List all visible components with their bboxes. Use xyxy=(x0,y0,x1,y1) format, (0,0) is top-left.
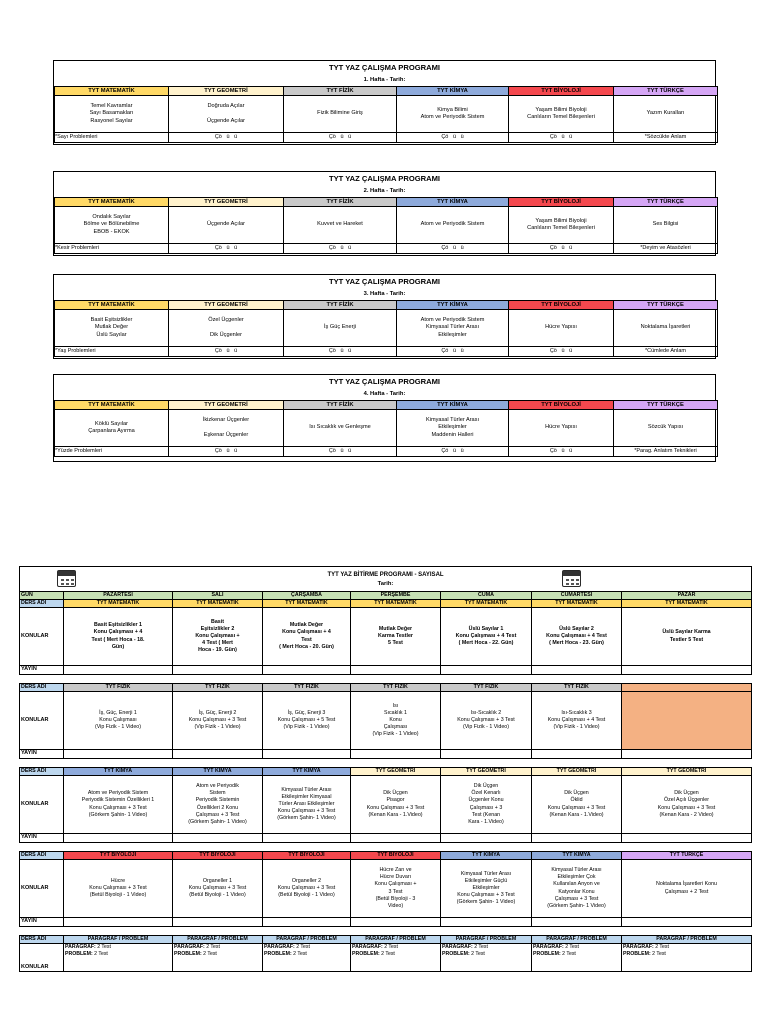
subject-header: TYT TÜRKÇE xyxy=(614,301,718,310)
footer-cell: Çö ü ü xyxy=(397,447,509,457)
paragraf-problem-cell xyxy=(263,944,351,972)
subject-header: TYT KİMYA xyxy=(397,198,509,207)
problem-value: 2 Test xyxy=(94,951,108,958)
footer-cell: *Yüzde Problemleri xyxy=(55,447,169,457)
lesson-cell: İş, Güç, Enerji 2 Konu Çalışması + 3 Test (Vip Fizik - 1 Video) xyxy=(173,692,263,750)
subject-header: TYT KİMYA xyxy=(397,87,509,96)
footer-cell: Çö ü ü xyxy=(397,133,509,143)
footer-cell: Çö ü ü xyxy=(169,133,284,143)
problem-line xyxy=(352,951,439,958)
lesson-cell: Hücre Konu Çalışması + 3 Test (Betül Biyoloji - 1 Video) xyxy=(64,860,173,918)
footer-cell: *Kesir Problemleri xyxy=(55,244,169,254)
paragraf-label: PARAGRAF: xyxy=(352,944,383,950)
problem-label: PROBLEM: xyxy=(65,951,93,958)
subject-header: TYT GEOMETRİ xyxy=(351,768,441,776)
subject-header: TYT KİMYA xyxy=(532,852,622,860)
subject-header: TYT KİMYA xyxy=(397,401,509,410)
subject-header: TYT TÜRKÇE xyxy=(622,852,752,860)
topic-cell: Üçgende Açılar xyxy=(169,207,284,244)
topic-cell: Isı Sıcaklık ve Genleşme xyxy=(284,410,397,447)
day-label: GÜN xyxy=(20,592,64,600)
paragraf-value: 2 Test xyxy=(384,944,398,950)
footer-cell: Çö ü ü xyxy=(509,347,614,357)
topic-cell: Köklü Sayılar Çarpanlara Ayırma xyxy=(55,410,169,447)
problem-value: 2 Test xyxy=(562,951,576,958)
week-subtitle: 1. Hafta - Tarih: xyxy=(363,77,406,83)
topic-cell: Atom ve Periyodik Sistem xyxy=(397,207,509,244)
topic-cell: Basit Eşitsizlikler Mutlak Değer Üslü Sayılar xyxy=(55,310,169,347)
yayin-label: YAYIN xyxy=(20,834,64,843)
topic-cell: Fizik Bilimine Giriş xyxy=(284,96,397,133)
problem-value: 2 Test xyxy=(471,951,485,958)
yayin-cell xyxy=(173,918,263,927)
subject-header: TYT MATEMATİK xyxy=(351,600,441,608)
subject-header: TYT KİMYA xyxy=(441,852,532,860)
paragraf-value: 2 Test xyxy=(474,944,488,950)
yayin-cell xyxy=(532,750,622,759)
footer-cell: *Sözcükte Anlam xyxy=(614,133,718,143)
subject-header: TYT GEOMETRİ xyxy=(169,87,284,96)
footer-cell: Çö ü ü xyxy=(509,244,614,254)
konular-label: KONULAR xyxy=(20,608,64,666)
week-title: TYT YAZ ÇALIŞMA PROGRAMI xyxy=(328,377,441,386)
lesson-cell: Dik Üçgen Öklid Konu Çalışması + 3 Test (Kenan Kara - 1.Video) xyxy=(532,776,622,834)
problem-label: PROBLEM: xyxy=(352,951,380,958)
topic-cell: Ondalık Sayılar Bölme ve Bölünebilme EBOB - EKOK xyxy=(55,207,169,244)
week-table-4 xyxy=(53,374,716,462)
ders-adi-label: DERS ADI xyxy=(20,600,64,608)
lesson-cell: Üslü Sayılar Karma Testler 5 Test xyxy=(622,608,752,666)
subject-header: TYT MATEMATİK xyxy=(263,600,351,608)
problem-line xyxy=(533,951,620,958)
lesson-cell: Atom ve Periyodik Sistem Periyodik Sistemin Özellikleri 2 Konu Çalışması + 3 Test (Görkem Şahin- 1 Video) xyxy=(173,776,263,834)
subject-header: TYT FİZİK xyxy=(284,198,397,207)
subject-header: TYT BİYOLOJİ xyxy=(509,401,614,410)
yayin-cell xyxy=(64,750,173,759)
subject-header: TYT MATEMATİK xyxy=(622,600,752,608)
paragraf-problem-cell xyxy=(351,944,441,972)
lesson-cell: Isı-Sıcaklık 3 Konu Çalışması + 4 Test (Vip Fizik - 1 Video) xyxy=(532,692,622,750)
subject-header: TYT BİYOLOJİ xyxy=(509,301,614,310)
week-title: TYT YAZ ÇALIŞMA PROGRAMI xyxy=(328,174,441,183)
problem-line xyxy=(442,951,530,958)
paragraf-value: 2 Test xyxy=(206,944,220,950)
yayin-cell xyxy=(64,834,173,843)
day-header: PAZAR xyxy=(622,592,752,600)
week-table-1 xyxy=(53,60,716,145)
yayin-cell xyxy=(64,666,173,675)
footer-cell: Çö ü ü xyxy=(397,244,509,254)
ders-adi-label: DERS ADI xyxy=(20,852,64,860)
subject-header: TYT KİMYA xyxy=(64,768,173,776)
lesson-cell: Üslü Sayılar 1 Konu Çalışması + 4 Test ( Mert Hoca - 22. Gün) xyxy=(441,608,532,666)
paragraf-line xyxy=(352,944,439,951)
subject-header: TYT BİYOLOJİ xyxy=(64,852,173,860)
konular-label: KONULAR xyxy=(20,944,64,972)
problem-label: PROBLEM: xyxy=(264,951,292,958)
paragraf-value: 2 Test xyxy=(97,944,111,950)
paragraf-label: PARAGRAF: xyxy=(442,944,473,950)
footer-cell: Çö ü ü xyxy=(284,133,397,143)
subject-header: TYT MATEMATİK xyxy=(173,600,263,608)
lesson-cell: Dik Üçgen Pisagor Konu Çalışması + 3 Test (Kenan Kara - 1.Video) xyxy=(351,776,441,834)
paragraf-problem-cell xyxy=(441,944,532,972)
week-table-3 xyxy=(53,274,716,359)
subject-header: TYT GEOMETRİ xyxy=(532,768,622,776)
yayin-cell xyxy=(173,834,263,843)
subject-header: TYT BİYOLOJİ xyxy=(509,87,614,96)
week-subtitle: 3. Hafta - Tarih: xyxy=(363,291,406,297)
footer-cell: Çö ü ü xyxy=(509,447,614,457)
subject-header: TYT GEOMETRİ xyxy=(441,768,532,776)
footer-cell: Çö ü ü xyxy=(397,347,509,357)
ders-adi-label: DERS ADI xyxy=(20,936,64,944)
subject-header: TYT KİMYA xyxy=(173,768,263,776)
footer-cell: *Parag. Anlatım Teknikleri xyxy=(614,447,718,457)
problem-line xyxy=(174,951,261,958)
konular-label: KONULAR xyxy=(20,776,64,834)
subject-header: TYT MATEMATİK xyxy=(55,198,169,207)
lesson-cell: Basit Eşitsizlikler 2 Konu Çalışması + 4 Test ( Mert Hoca - 19. Gün) xyxy=(173,608,263,666)
day-header: CUMA xyxy=(441,592,532,600)
subject-header: PARAGRAF / PROBLEM xyxy=(532,936,622,944)
subject-header: TYT MATEMATİK xyxy=(55,87,169,96)
subject-header: TYT GEOMETRİ xyxy=(169,198,284,207)
subject-header: TYT MATEMATİK xyxy=(441,600,532,608)
topic-cell: Hücre Yapısı xyxy=(509,310,614,347)
subject-header: TYT FİZİK xyxy=(284,401,397,410)
paragraf-line xyxy=(623,944,750,951)
paragraf-line xyxy=(264,944,349,951)
day-header: SALI xyxy=(173,592,263,600)
paragraf-value: 2 Test xyxy=(655,944,669,950)
paragraf-problem-cell xyxy=(173,944,263,972)
paragraf-label: PARAGRAF: xyxy=(533,944,564,950)
yayin-cell xyxy=(351,834,441,843)
subject-header: TYT MATEMATİK xyxy=(55,401,169,410)
topic-cell: Yaşam Bilimi Biyoloji Canlıların Temel Bileşenleri xyxy=(509,207,614,244)
footer-cell: *Sayı Problemleri xyxy=(55,133,169,143)
yayin-cell xyxy=(441,834,532,843)
yayin-cell xyxy=(622,918,752,927)
problem-line xyxy=(264,951,349,958)
subject-header: PARAGRAF / PROBLEM xyxy=(64,936,173,944)
paragraf-label: PARAGRAF: xyxy=(65,944,96,950)
footer-cell: *Yaş Problemleri xyxy=(55,347,169,357)
footer-cell: Çö ü ü xyxy=(509,133,614,143)
lesson-cell: Dik Üçgen Özel Açılı Üçgenler Konu Çalışması + 3 Test (Kenan Kara - 2 Video) xyxy=(622,776,752,834)
sayisal-program xyxy=(19,566,751,972)
subject-header: TYT GEOMETRİ xyxy=(169,401,284,410)
ders-adi-label: DERS ADI xyxy=(20,768,64,776)
lesson-cell: Noktalama İşaretleri Konu Çalışması + 2 Test xyxy=(622,860,752,918)
yayin-cell xyxy=(441,666,532,675)
yayin-cell xyxy=(351,918,441,927)
program-title: TYT YAZ BİTİRME PROGRAMI - SAYISAL xyxy=(20,567,752,580)
yayin-cell xyxy=(532,834,622,843)
subject-header: TYT FİZİK xyxy=(441,684,532,692)
subject-header: TYT FİZİK xyxy=(263,684,351,692)
lesson-cell: Basit Eşitsizlikler 1 Konu Çalışması + 4 Test ( Mert Hoca - 18. Gün) xyxy=(64,608,173,666)
subject-header: TYT TÜRKÇE xyxy=(614,87,718,96)
konular-label: KONULAR xyxy=(20,692,64,750)
lesson-cell: Kimyasal Türler Arası Etkileşimler Çok Kullanılan Anyon ve Katyonlar Konu Çalışması + 3 Test (Görkem Şahin- 1 Video) xyxy=(532,860,622,918)
paragraf-line xyxy=(533,944,620,951)
day-header: PERŞEMBE xyxy=(351,592,441,600)
subject-header: TYT KİMYA xyxy=(263,768,351,776)
paragraf-label: PARAGRAF: xyxy=(264,944,295,950)
problem-label: PROBLEM: xyxy=(623,951,651,958)
day-header: CUMARTESİ xyxy=(532,592,622,600)
subject-header: TYT FİZİK xyxy=(173,684,263,692)
yayin-cell xyxy=(532,918,622,927)
footer-cell: Çö ü ü xyxy=(284,347,397,357)
subject-header: TYT GEOMETRİ xyxy=(169,301,284,310)
problem-label: PROBLEM: xyxy=(533,951,561,958)
subject-header: TYT MATEMATİK xyxy=(55,301,169,310)
lesson-cell: Hücre Zarı ve Hücre Duvarı Konu Çalışması + 3 Test (Betül Biyoloji - 3 Video) xyxy=(351,860,441,918)
lesson-cell: Atom ve Periyodik Sistem Periyodik Sistemin Özellikleri 1 Konu Çalışması + 3 Test (Görkem Şahin- 1 Video) xyxy=(64,776,173,834)
paragraf-problem-cell xyxy=(622,944,752,972)
lesson-cell: Organeller 2 Konu Çalışması + 3 Test (Betül Biyoloji - 1 Video) xyxy=(263,860,351,918)
subject-header: TYT BİYOLOJİ xyxy=(351,852,441,860)
topic-cell: İkizkenar Üçgenler Eşkenar Üçgenler xyxy=(169,410,284,447)
topic-cell: Kimya Bilimi Atom ve Periyodik Sistem xyxy=(397,96,509,133)
yayin-cell xyxy=(622,750,752,759)
topic-cell: Yaşam Bilimi Biyoloji Canlıların Temel Bileşenleri xyxy=(509,96,614,133)
paragraf-line xyxy=(174,944,261,951)
subject-header: PARAGRAF / PROBLEM xyxy=(441,936,532,944)
problem-value: 2 Test xyxy=(203,951,217,958)
subject-header: PARAGRAF / PROBLEM xyxy=(351,936,441,944)
lesson-cell: İş, Güç, Enerji 3 Konu Çalışması + 5 Test (Vip Fizik - 1 Video) xyxy=(263,692,351,750)
paragraf-problem-cell xyxy=(532,944,622,972)
yayin-cell xyxy=(263,666,351,675)
subject-header: TYT KİMYA xyxy=(397,301,509,310)
lesson-cell: Mutlak Değer Karma Testler 5 Test xyxy=(351,608,441,666)
paragraf-value: 2 Test xyxy=(296,944,310,950)
konular-label: KONULAR xyxy=(20,860,64,918)
subject-header: TYT FİZİK xyxy=(284,87,397,96)
subject-header xyxy=(622,684,752,692)
subject-header: TYT FİZİK xyxy=(284,301,397,310)
yayin-cell xyxy=(351,666,441,675)
lesson-cell: Kimyasal Türler Arası Etkileşimler Kimyasal Türler Arası Etkileşimler Konu Çalışması + 3 Test (Görkem Şahin- 1 Video) xyxy=(263,776,351,834)
yayin-cell xyxy=(441,750,532,759)
yayin-cell xyxy=(441,918,532,927)
yayin-cell xyxy=(173,666,263,675)
footer-cell: *Cümlede Anlam xyxy=(614,347,718,357)
footer-cell: Çö ü ü xyxy=(169,347,284,357)
topic-cell: Ses Bilgisi xyxy=(614,207,718,244)
lesson-cell xyxy=(622,692,752,750)
topic-cell: Özel Üçgenler Dik Üçgenler xyxy=(169,310,284,347)
yayin-label: YAYIN xyxy=(20,918,64,927)
subject-header: PARAGRAF / PROBLEM xyxy=(263,936,351,944)
problem-value: 2 Test xyxy=(293,951,307,958)
subject-header: TYT FİZİK xyxy=(532,684,622,692)
topic-cell: Sözcük Yapısı xyxy=(614,410,718,447)
problem-value: 2 Test xyxy=(381,951,395,958)
subject-header: TYT TÜRKÇE xyxy=(614,401,718,410)
problem-value: 2 Test xyxy=(652,951,666,958)
subject-header: TYT BİYOLOJİ xyxy=(263,852,351,860)
topic-cell: Kuvvet ve Hareket xyxy=(284,207,397,244)
yayin-label: YAYIN xyxy=(20,666,64,675)
subject-header: TYT MATEMATİK xyxy=(64,600,173,608)
footer-cell: Çö ü ü xyxy=(169,244,284,254)
day-header: ÇARŞAMBA xyxy=(263,592,351,600)
program-subtitle: Tarih: xyxy=(20,580,752,592)
problem-label: PROBLEM: xyxy=(442,951,470,958)
week-table-2 xyxy=(53,171,716,256)
problem-line xyxy=(65,951,171,958)
subject-header: PARAGRAF / PROBLEM xyxy=(173,936,263,944)
lesson-cell: Kimyasal Türler Arası Etkileşimler Güçlü Etkileşimler Konu Çalışması + 3 Test (Görkem Şahin- 1 Video) xyxy=(441,860,532,918)
yayin-cell xyxy=(263,834,351,843)
week-subtitle: 2. Hafta - Tarih: xyxy=(363,188,406,194)
week-subtitle: 4. Hafta - Tarih: xyxy=(363,391,406,397)
yayin-cell xyxy=(351,750,441,759)
subject-header: TYT BİYOLOJİ xyxy=(509,198,614,207)
paragraf-line xyxy=(65,944,171,951)
lesson-cell: İş, Güç, Enerji 1 Konu Çalışması (Vip Fizik - 1 Video) xyxy=(64,692,173,750)
topic-cell: İş Güç Enerji xyxy=(284,310,397,347)
lesson-cell: Organeller 1 Konu Çalışması + 3 Test (Betül Biyoloji - 1 Video) xyxy=(173,860,263,918)
footer-cell: Çö ü ü xyxy=(169,447,284,457)
yayin-cell xyxy=(622,834,752,843)
yayin-cell xyxy=(64,918,173,927)
footer-cell: Çö ü ü xyxy=(284,447,397,457)
yayin-cell xyxy=(622,666,752,675)
week-title: TYT YAZ ÇALIŞMA PROGRAMI xyxy=(328,277,441,286)
problem-label: PROBLEM: xyxy=(174,951,202,958)
yayin-cell xyxy=(263,750,351,759)
paragraf-label: PARAGRAF: xyxy=(174,944,205,950)
paragraf-label: PARAGRAF: xyxy=(623,944,654,950)
paragraf-line xyxy=(442,944,530,951)
lesson-cell: Isı-Sıcaklık 2 Konu Çalışması + 3 Test (Vip Fizik - 1 Video) xyxy=(441,692,532,750)
topic-cell: Doğruda Açılar Üçgende Açılar xyxy=(169,96,284,133)
week-title: TYT YAZ ÇALIŞMA PROGRAMI xyxy=(328,63,441,72)
subject-header: TYT FİZİK xyxy=(351,684,441,692)
paragraf-problem-cell xyxy=(64,944,173,972)
topic-cell: Temel Kavramlar Sayı Basamakları Rasyonel Sayılar xyxy=(55,96,169,133)
subject-header: TYT GEOMETRİ xyxy=(622,768,752,776)
yayin-cell xyxy=(532,666,622,675)
subject-header: TYT FİZİK xyxy=(64,684,173,692)
topic-cell: Kimyasal Türler Arası Etkileşimler Maddenin Halleri xyxy=(397,410,509,447)
subject-header: PARAGRAF / PROBLEM xyxy=(622,936,752,944)
footer-cell: Çö ü ü xyxy=(284,244,397,254)
subject-header: TYT TÜRKÇE xyxy=(614,198,718,207)
yayin-label: YAYIN xyxy=(20,750,64,759)
lesson-cell: Mutlak Değer Konu Çalışması + 4 Test ( Mert Hoca - 20. Gün) xyxy=(263,608,351,666)
subject-header: TYT BİYOLOJİ xyxy=(173,852,263,860)
yayin-cell xyxy=(263,918,351,927)
topic-cell: Yazım Kuralları xyxy=(614,96,718,133)
lesson-cell: Dik Üçgen Özel Kenarlı Üçgenler Konu Çalışması + 3 Test (Kenan Kara - 1.Video) xyxy=(441,776,532,834)
topic-cell: Hücre Yapısı xyxy=(509,410,614,447)
yayin-cell xyxy=(173,750,263,759)
paragraf-value: 2 Test xyxy=(565,944,579,950)
topic-cell: Atom ve Periyodik Sistem Kimyasal Türler Arası Etkileşimler xyxy=(397,310,509,347)
lesson-cell: Isı Sıcaklık 1 Konu Çalışması (Vip Fizik - 1 Video) xyxy=(351,692,441,750)
lesson-cell: Üslü Sayılar 2 Konu Çalışması + 4 Test ( Mert Hoca - 23. Gün) xyxy=(532,608,622,666)
ders-adi-label: DERS ADI xyxy=(20,684,64,692)
topic-cell: Noktalama İşaretleri xyxy=(614,310,718,347)
footer-cell: *Deyim ve Atasözleri xyxy=(614,244,718,254)
problem-line xyxy=(623,951,750,958)
subject-header: TYT MATEMATİK xyxy=(532,600,622,608)
day-header: PAZARTESİ xyxy=(64,592,173,600)
